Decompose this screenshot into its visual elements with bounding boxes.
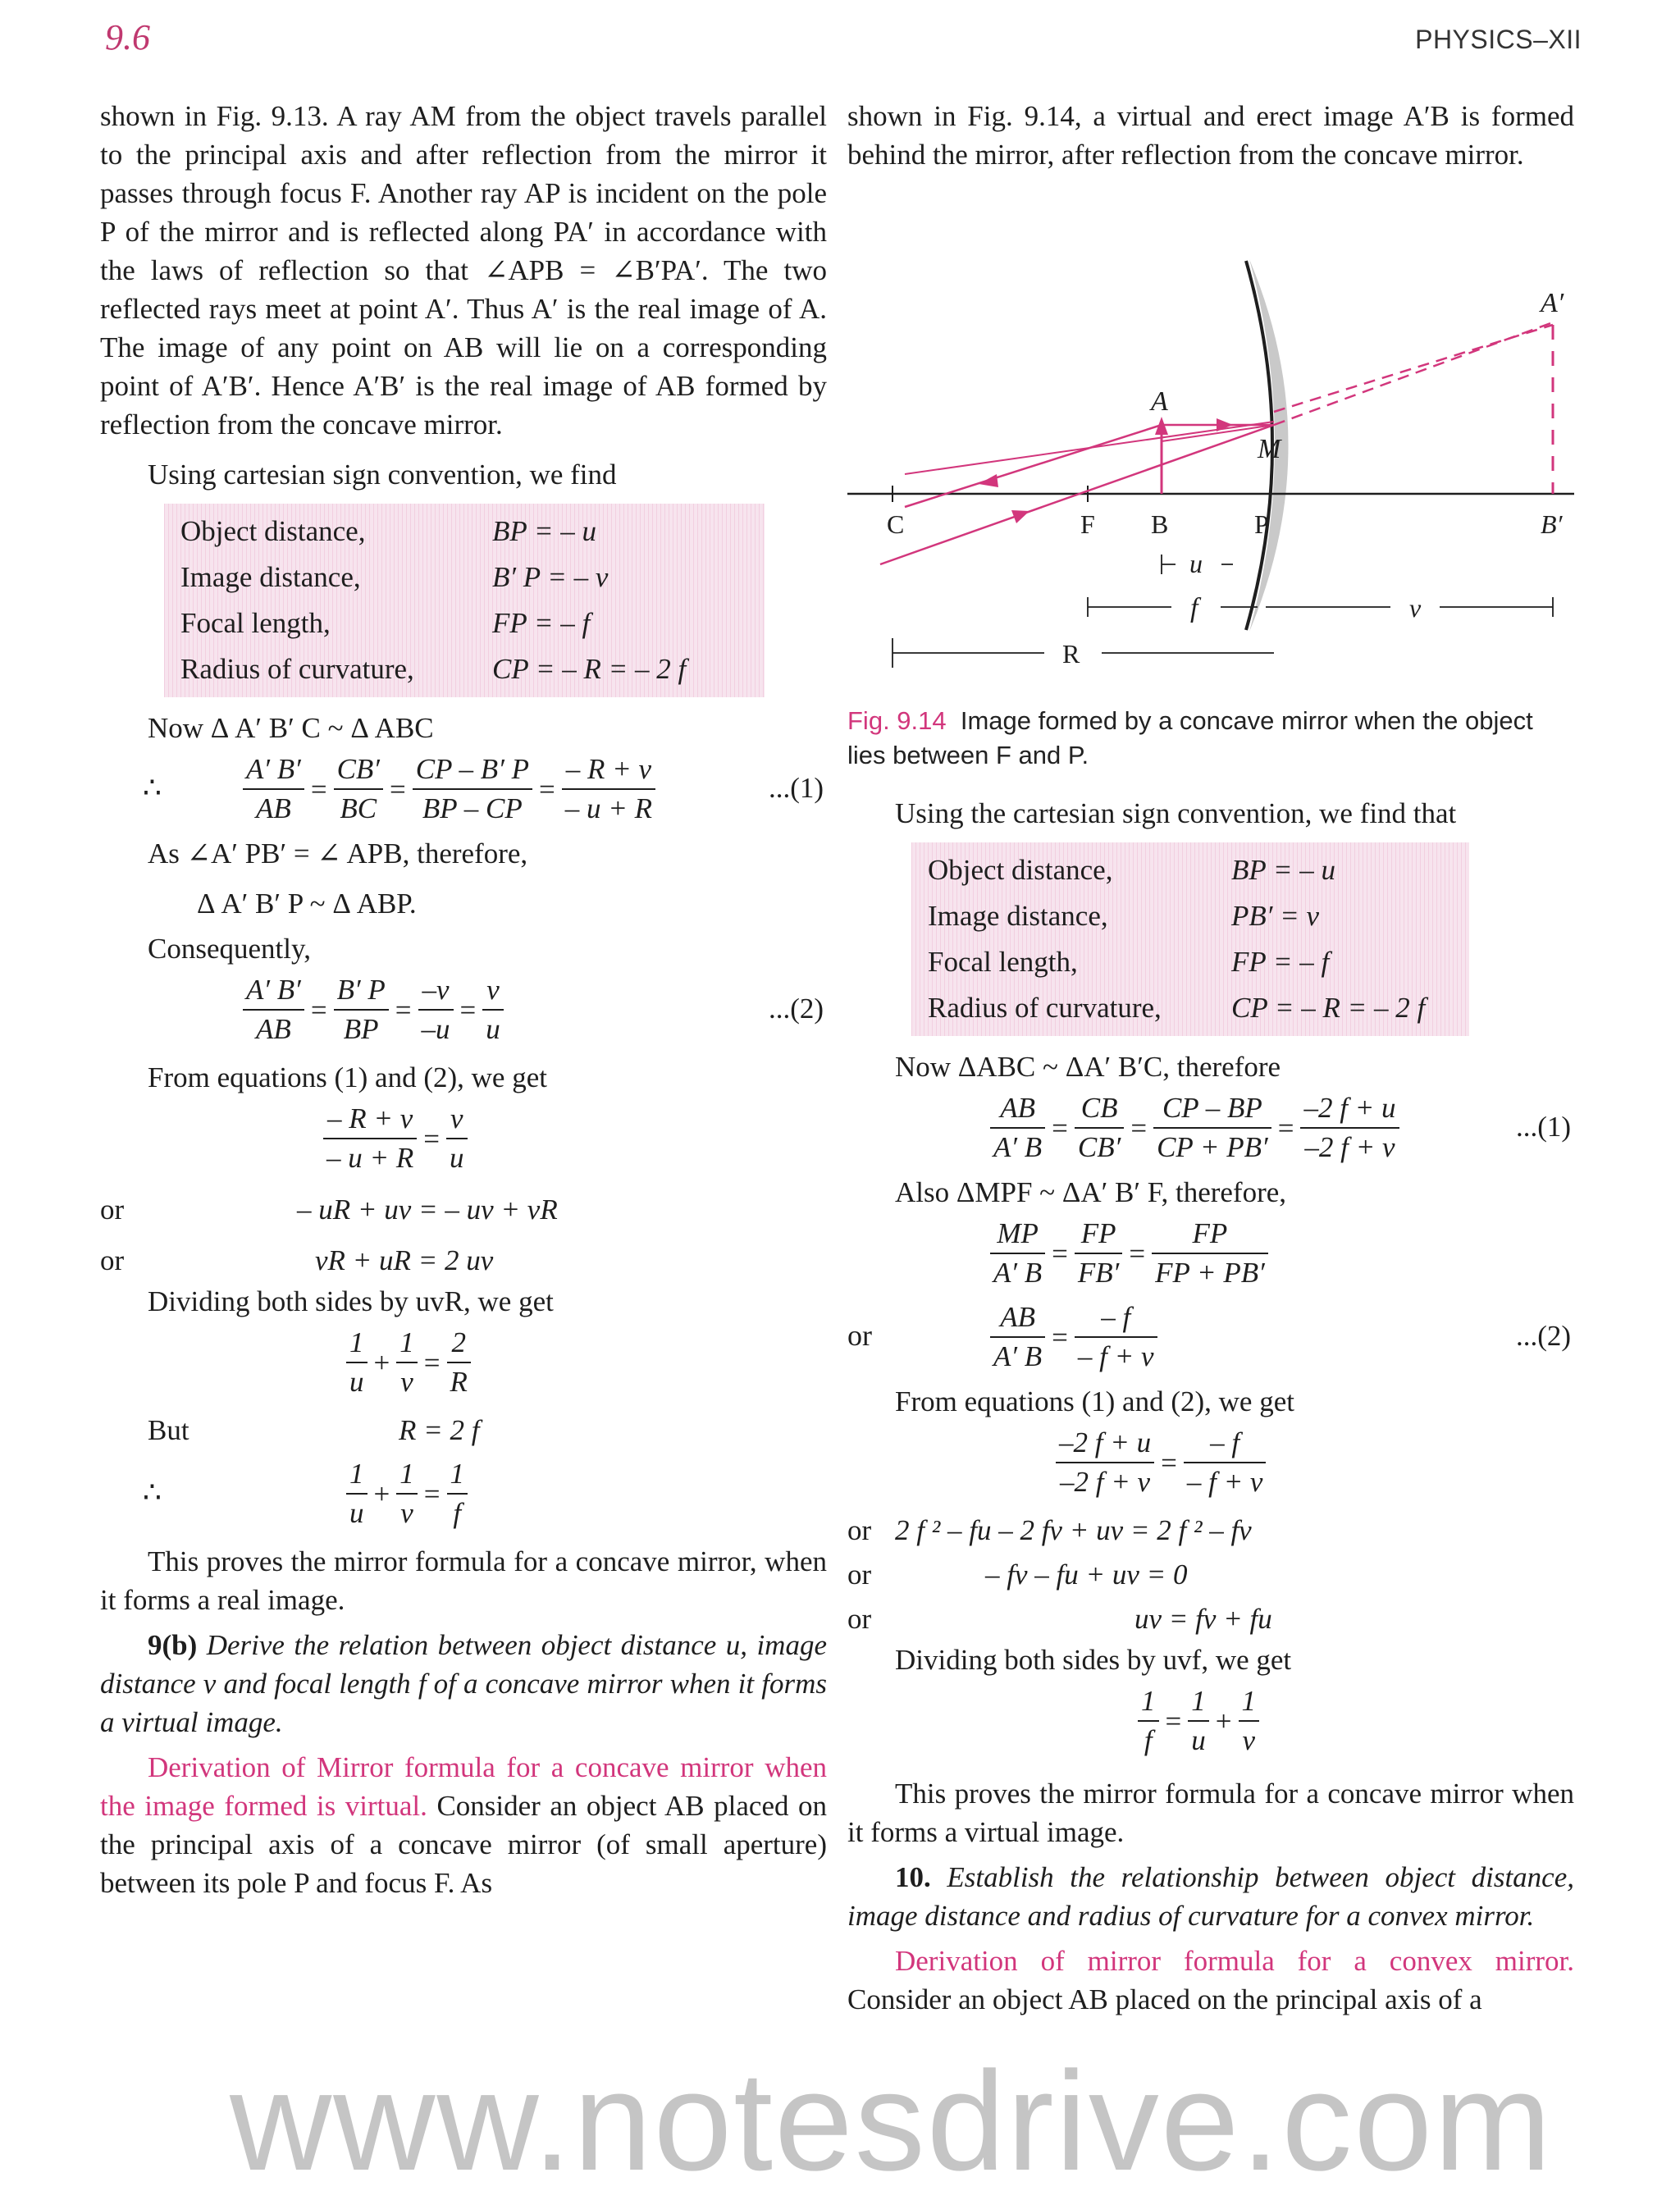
numerator: A′ B′ [243, 971, 304, 1011]
denominator: BC [340, 792, 377, 824]
equation-3: $\frac{- R + v}{- u + R}$ = $\frac{v}{u}$ [100, 1100, 827, 1180]
paragraph: From equations (1) and (2), we get [148, 1061, 547, 1093]
numerator: A′ B′ [243, 751, 304, 790]
denominator: CB′ [1077, 1131, 1121, 1163]
paragraph: This proves the mirror formula for a concave mirror, when it forms a real image. [100, 1545, 827, 1616]
label-p: P [1254, 509, 1269, 539]
paragraph: Using cartesian sign convention, we find [148, 459, 617, 491]
denominator: f [453, 1497, 462, 1529]
label-v: v [1409, 593, 1422, 623]
ray-arrowhead [1011, 510, 1029, 523]
derivation-text: Consider an object AB placed on the principal axis of a [847, 1983, 1482, 2015]
numerator: FP [1075, 1215, 1122, 1254]
numerator: 1 [396, 1324, 418, 1363]
sign-value: CP = – R = – 2 f [1231, 992, 1426, 1024]
denominator: u [1191, 1724, 1206, 1756]
numerator: – f [1075, 1299, 1157, 1338]
sign-value: BP = – u [1231, 854, 1335, 886]
denominator: v [400, 1497, 413, 1529]
or-label: or [847, 1603, 872, 1635]
label-a: A [1151, 386, 1168, 417]
equation-8: ∴ $\frac{1}{u}$ + $\frac{1}{v}$ = $\frac{1}{f}$ [100, 1455, 827, 1536]
numerator: –2 f + u [1300, 1089, 1399, 1129]
label-b: B [1151, 509, 1169, 539]
numerator: 1 [346, 1324, 368, 1363]
derivation-text: Consider an object AB placed on the principal axis of a concave mirror (of small aperture) between its pole P and focus F. As [100, 1790, 828, 1899]
question-text: Derive the relation between object distance u, image distance v and focal length f of a concave mirror when it forms a virtual image. [100, 1629, 827, 1738]
watermark: www.notesdrive.com [230, 2043, 1554, 2200]
numerator: AB [990, 1089, 1045, 1129]
label-f-dim: f [1190, 593, 1198, 623]
numerator: 2 [447, 1324, 471, 1363]
equation-tag: ...(2) [1515, 1320, 1571, 1352]
paragraph: As ∠A′ PB′ = ∠ APB, therefore, [148, 838, 528, 870]
equation-r5 [847, 1552, 1574, 1596]
label-u: u [1189, 549, 1203, 578]
equation-tag: ...(1) [1515, 1111, 1571, 1143]
question-number: 9(b) [148, 1629, 198, 1661]
question-text: Establish the relationship between object distance, image distance and radius of curvature for a convex mirror. [847, 1861, 1574, 1932]
numerator: CB [1075, 1089, 1124, 1129]
equation-text: – uR + uv = – uv + vR [297, 1194, 558, 1226]
denominator: – f + v [1186, 1466, 1263, 1498]
label-r: R [1062, 639, 1080, 669]
denominator: BP [343, 1013, 379, 1045]
paragraph: This proves the mirror formula for a concave mirror when it forms a virtual image. [847, 1778, 1574, 1848]
paragraph: shown in Fig. 9.14, a virtual and erect image A′B is formed behind the mirror, after reflection from the concave mirror. [847, 100, 1574, 171]
sign-label: Focal length, [180, 607, 331, 639]
ray-diagram [847, 179, 1574, 687]
figure-9-14 [847, 179, 1574, 769]
denominator: – u + R [564, 792, 652, 824]
equation-text: – fv – fu + uv = 0 [985, 1559, 1188, 1591]
sign-label: Focal length, [928, 946, 1078, 978]
denominator: A′ B [993, 1340, 1043, 1372]
numerator: AB [990, 1299, 1045, 1338]
sign-convention-box [164, 504, 765, 697]
denominator: –u [421, 1013, 450, 1045]
denominator: – f + v [1077, 1340, 1154, 1372]
sign-label: Image distance, [928, 900, 1108, 932]
paragraph: Δ A′ B′ P ~ Δ ABP. [197, 888, 417, 920]
numerator: FP [1152, 1215, 1268, 1254]
paragraph: Also ΔMPF ~ ΔA′ B′ F, therefore, [895, 1176, 1287, 1208]
equation-tag: ...(1) [768, 772, 824, 804]
denominator: A′ B [993, 1257, 1043, 1289]
running-header: PHYSICS–XII [1415, 25, 1582, 54]
therefore-symbol: ∴ [143, 1476, 162, 1509]
right-column [847, 97, 1574, 2019]
ray-arrowhead [979, 474, 998, 487]
denominator: –2 f + v [1304, 1131, 1395, 1163]
derivation-heading: Derivation of Mirror formula for a concave mirror when the image formed is virtual. [100, 1751, 827, 1822]
paragraph: Dividing both sides by uvf, we get [895, 1644, 1292, 1676]
equation-4 [100, 1187, 827, 1231]
numerator: v [446, 1100, 468, 1139]
numerator: 1 [396, 1455, 418, 1495]
numerator: 1 [346, 1455, 368, 1495]
derivation-paragraph [100, 1748, 827, 1902]
sign-value: B′ P = – v [492, 561, 609, 593]
label-b-image: B′ [1541, 509, 1563, 539]
denominator: f [1144, 1724, 1153, 1756]
numerator: CP – BP [1153, 1089, 1271, 1129]
denominator: FP + PB′ [1155, 1257, 1265, 1289]
numerator: CB′ [334, 751, 383, 790]
sign-convention-box [911, 842, 1469, 1036]
sign-value: PB′ = v [1231, 900, 1320, 932]
or-label: or [847, 1319, 872, 1352]
denominator: u [486, 1013, 500, 1045]
sign-label: Object distance, [180, 515, 366, 547]
denominator: AB [256, 792, 291, 824]
sign-value: FP = – f [492, 607, 591, 639]
paragraph: Using the cartesian sign convention, we find that [895, 797, 1457, 829]
sign-label: Radius of curvature, [928, 992, 1162, 1024]
numerator: – R + v [562, 751, 655, 790]
denominator: –2 f + v [1059, 1466, 1151, 1498]
denominator: v [1242, 1724, 1256, 1756]
left-column [100, 97, 827, 1902]
equation-6: $\frac{1}{u}$ + $\frac{1}{v}$ = $\frac{2}{R}$ [100, 1324, 827, 1404]
denominator: BP – CP [422, 792, 523, 824]
equation-tag: ...(2) [768, 993, 824, 1025]
equation-text: R = 2 f [399, 1414, 480, 1446]
numerator: – R + v [323, 1100, 417, 1139]
equation-r2a: $\frac{MP}{A' B}$ = $\frac{FP}{FB'}$ = $\frac{FP}{FP + PB'}$ [847, 1215, 1574, 1295]
equation-r7: $\frac{1}{f}$ = $\frac{1}{u}$ + $\frac{1}{v}$ [847, 1682, 1574, 1763]
paragraph: Consequently, [148, 933, 311, 965]
denominator: CP + PB′ [1157, 1131, 1268, 1163]
sign-value: BP = – u [492, 515, 596, 547]
numerator: 1 [447, 1455, 468, 1495]
or-label: or [847, 1514, 872, 1546]
but-label: But [148, 1414, 189, 1446]
denominator: FB′ [1077, 1257, 1120, 1289]
numerator: B′ P [334, 971, 389, 1011]
equation-text: vR + uR = 2 uv [315, 1244, 494, 1276]
or-label: or [100, 1194, 125, 1226]
equation-5 [100, 1238, 827, 1282]
sign-value: FP = – f [1231, 946, 1330, 978]
label-c: C [887, 509, 905, 539]
numerator: 1 [1188, 1682, 1209, 1722]
equation-r6 [847, 1596, 1574, 1641]
numerator: CP – B′ P [413, 751, 532, 790]
equation-2: $\frac{A' B'}{AB}$ = $\frac{B' P}{BP}$ = $\frac{-v}{-u}$ = $\frac{v}{u}$ ...(2) [100, 971, 827, 1052]
numerator: –2 f + u [1056, 1424, 1154, 1463]
numerator: – f [1184, 1424, 1267, 1463]
sign-label: Image distance, [180, 561, 361, 593]
question-number: 10. [895, 1861, 931, 1893]
numerator: –v [418, 971, 454, 1011]
sign-label: Radius of curvature, [180, 653, 414, 685]
ray-reflected-3 [905, 422, 1274, 474]
paragraph: Dividing both sides by uvR, we get [148, 1285, 554, 1317]
equation-r1: $\frac{AB}{A' B}$ = $\frac{CB}{CB'}$ = $\frac{CP - BP}{CP + PB'}$ = $\frac{-2 f + u}{-2 f + v}$ ...(1) [847, 1089, 1574, 1170]
question-9b [100, 1626, 827, 1741]
therefore-symbol: ∴ [143, 771, 162, 804]
equation-text: uv = fv + fu [1134, 1603, 1272, 1635]
denominator: u [349, 1366, 364, 1398]
numerator: MP [990, 1215, 1045, 1254]
equation-r3: $\frac{-2 f + u}{-2 f + v}$ = $\frac{- f}{- f + v}$ [847, 1424, 1574, 1504]
denominator: A′ B [993, 1131, 1043, 1163]
denominator: R [450, 1366, 468, 1398]
derivation-heading: Derivation of mirror formula for a convex mirror. [895, 1945, 1574, 1977]
page-number: 9.6 [105, 17, 150, 57]
figure-caption-text: Image formed by a concave mirror when the object lies between F and P. [847, 706, 1533, 769]
derivation-paragraph [847, 1942, 1574, 2019]
question-10 [847, 1858, 1574, 1935]
sign-label: Object distance, [928, 854, 1113, 886]
paragraph: Now Δ A′ B′ C ~ Δ ABC [148, 712, 434, 744]
virtual-ray [1274, 325, 1553, 412]
equation-r4 [847, 1508, 1574, 1552]
paragraph: shown in Fig. 9.13. A ray AM from the object travels parallel to the principal axis and after reflection from the mirror it passes through focus F. Another ray AP is incident on the pole P of the mirror and is reflected along PA′ in accordance with the laws of reflection so that ∠APB = ∠B′PA′. The two reflected rays meet at point A′. Thus A′ is the real image of A. The image of any point on AB will lie on a corresponding point of A′B′. Hence A′B′ is the real image of AB formed by reflection from the concave mirror. [100, 100, 827, 440]
paragraph: From equations (1) and (2), we get [895, 1385, 1294, 1417]
denominator: v [400, 1366, 413, 1398]
equation-text: 2 f ² – fu – 2 fv + uv = 2 f ² – fv [895, 1514, 1252, 1546]
numerator: v [482, 971, 504, 1011]
label-m: M [1258, 434, 1281, 464]
label-f: F [1080, 509, 1095, 539]
figure-caption [847, 704, 1574, 773]
label-a-image: A′ [1541, 288, 1564, 318]
or-label: or [847, 1559, 872, 1591]
sign-value: CP = – R = – 2 f [492, 653, 687, 685]
denominator: – u + R [326, 1142, 414, 1174]
equation-r2b: or $\frac{AB}{A' B}$ = $\frac{- f}{- f + v}$ ...(2) [847, 1299, 1574, 1379]
or-label: or [100, 1244, 125, 1276]
numerator: 1 [1239, 1682, 1260, 1722]
denominator: u [349, 1497, 364, 1529]
denominator: AB [256, 1013, 291, 1045]
equation-7 [100, 1408, 827, 1452]
numerator: 1 [1138, 1682, 1159, 1722]
paragraph: Now ΔABC ~ ΔA′ B′C, therefore [895, 1051, 1281, 1083]
equation-1: ∴ $\frac{A' B'}{AB}$ = $\frac{CB'}{BC}$ = $\frac{CP - B' P}{BP - CP}$ = $\frac{- R + v}{- u + R}$ ...(1) [100, 751, 827, 831]
figure-number: Fig. 9.14 [847, 706, 947, 735]
denominator: u [450, 1142, 464, 1174]
